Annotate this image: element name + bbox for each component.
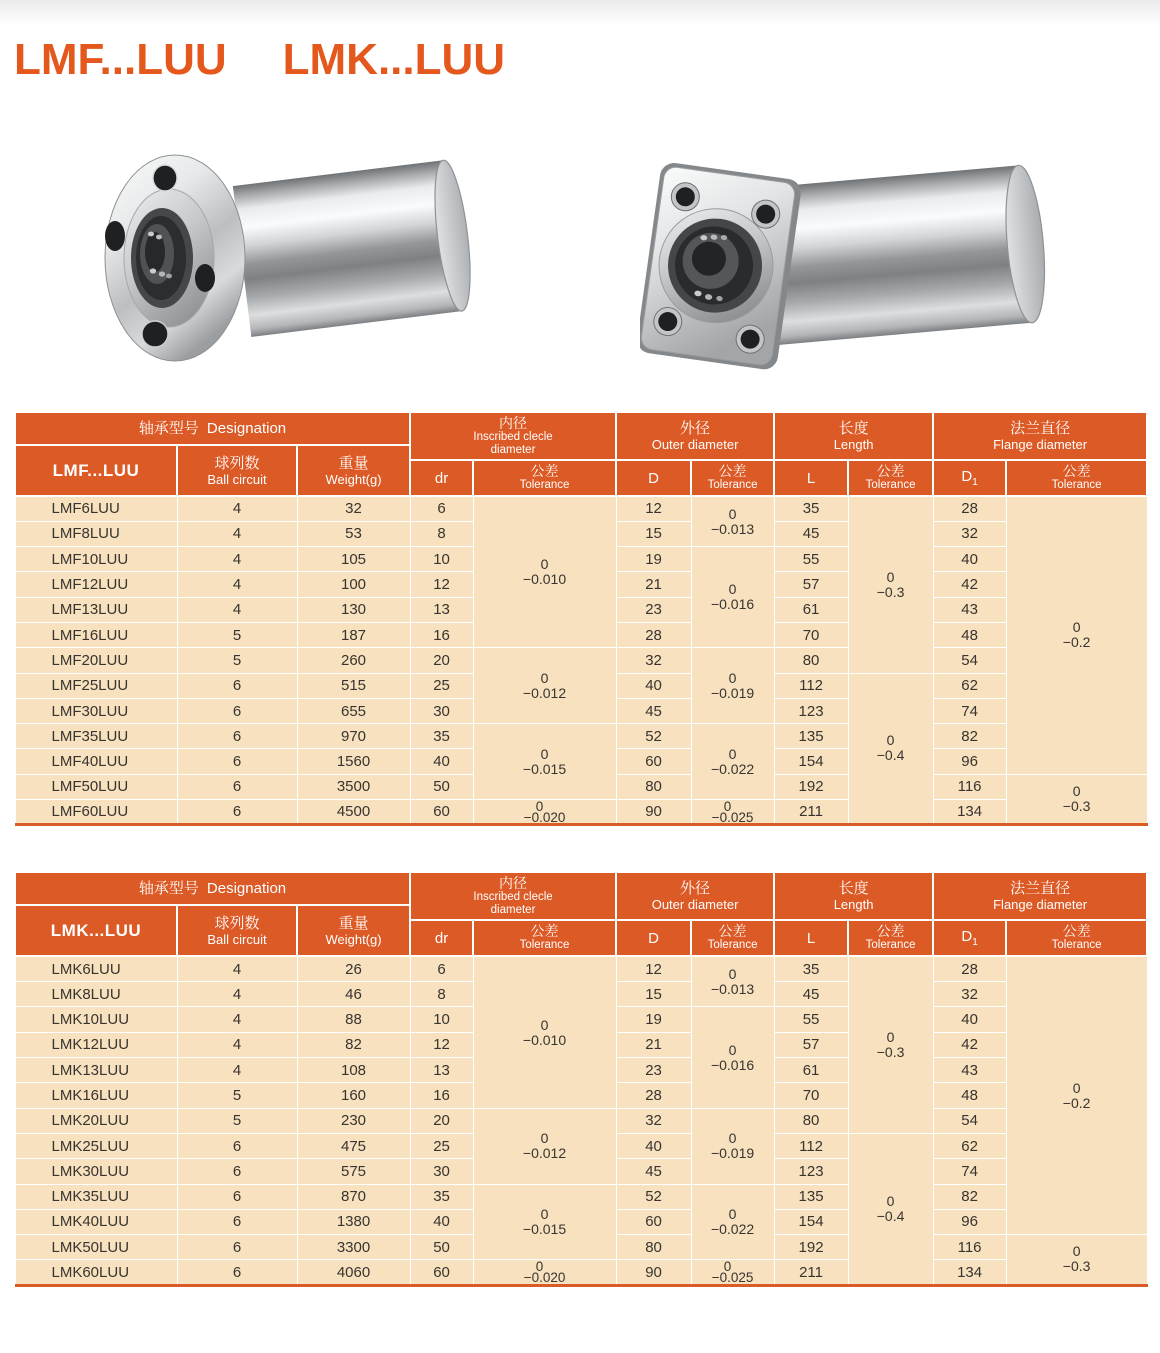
length-cell: 80	[774, 1108, 848, 1133]
weight-cell: 515	[297, 673, 410, 698]
series-label: LMK...LUU	[15, 905, 177, 956]
model-cell: LMF16LUU	[15, 622, 177, 647]
outer-diameter-cell: 32	[616, 1108, 691, 1133]
dr-cell: 50	[410, 774, 473, 799]
dr-tolerance-cell: 0 −0.020	[473, 1260, 616, 1285]
weight-cell: 870	[297, 1184, 410, 1209]
model-cell: LMF20LUU	[15, 648, 177, 673]
flange-diameter-cell: 32	[933, 521, 1006, 546]
outer-diameter-cell: 52	[616, 1184, 691, 1209]
outer-diameter-cell: 19	[616, 547, 691, 572]
weight-header: 重量 Weight(g)	[297, 445, 410, 496]
ball-circuit-cell: 4	[177, 982, 297, 1007]
table-row	[15, 648, 1147, 673]
flange-diameter-cell: 28	[933, 496, 1006, 521]
product-images	[0, 138, 1160, 378]
d-tolerance-cell: 0 −0.025	[691, 1260, 774, 1285]
ball-circuit-header: 球列数 Ball circuit	[177, 445, 297, 496]
ball-circuit-cell: 6	[177, 1159, 297, 1184]
dr-header: dr	[410, 460, 473, 496]
l-tolerance-header: 公差 Tolerance	[848, 920, 933, 956]
page-title	[0, 0, 1160, 84]
dr-cell: 60	[410, 800, 473, 825]
model-cell: LMK12LUU	[15, 1032, 177, 1057]
length-cell: 61	[774, 597, 848, 622]
l-tolerance-header: 公差 Tolerance	[848, 460, 933, 496]
series-label: LMF...LUU	[15, 445, 177, 496]
weight-cell: 575	[297, 1159, 410, 1184]
d-header: D	[616, 920, 691, 956]
outer-diameter-cell: 23	[616, 597, 691, 622]
designation-group-header: 轴承型号 Designation	[15, 872, 410, 905]
table-row	[15, 1184, 1147, 1209]
table-row	[15, 724, 1147, 749]
flange-diameter-cell: 32	[933, 982, 1006, 1007]
weight-cell: 82	[297, 1032, 410, 1057]
length-cell: 211	[774, 1260, 848, 1285]
weight-cell: 130	[297, 597, 410, 622]
inner-diameter-group-header: 内径 Inscribed clecle diameter	[410, 412, 616, 460]
model-cell: LMF30LUU	[15, 698, 177, 723]
d-header: D	[616, 460, 691, 496]
d-tolerance-cell: 0 −0.022	[691, 724, 774, 800]
flange-diameter-cell: 116	[933, 1235, 1006, 1260]
outer-diameter-cell: 40	[616, 673, 691, 698]
model-cell: LMF25LUU	[15, 673, 177, 698]
flange-diameter-cell: 54	[933, 1108, 1006, 1133]
d1-tolerance-header: 公差 Tolerance	[1006, 460, 1147, 496]
ball-circuit-cell: 5	[177, 1108, 297, 1133]
outer-diameter-cell: 45	[616, 698, 691, 723]
dr-cell: 13	[410, 597, 473, 622]
flange-diameter-cell: 48	[933, 622, 1006, 647]
ball-circuit-cell: 5	[177, 622, 297, 647]
outer-diameter-cell: 19	[616, 1007, 691, 1032]
outer-diameter-cell: 32	[616, 648, 691, 673]
weight-cell: 100	[297, 572, 410, 597]
d-tolerance-cell: 0 −0.013	[691, 956, 774, 1007]
l-tolerance-cell: 0 −0.3	[848, 956, 933, 1133]
designation-group-header: 轴承型号 Designation	[15, 412, 410, 445]
dr-cell: 20	[410, 1108, 473, 1133]
length-cell: 135	[774, 1184, 848, 1209]
d1-tolerance-header: 公差 Tolerance	[1006, 920, 1147, 956]
d1-header: $D_1$	[933, 920, 1006, 956]
flange-diameter-cell: 43	[933, 1058, 1006, 1083]
length-cell: 211	[774, 800, 848, 825]
dr-cell: 35	[410, 1184, 473, 1209]
dr-cell: 16	[410, 1083, 473, 1108]
ball-circuit-cell: 6	[177, 724, 297, 749]
weight-cell: 26	[297, 956, 410, 981]
weight-cell: 160	[297, 1083, 410, 1108]
lmf-spec-table	[14, 411, 1148, 826]
length-cell: 123	[774, 1159, 848, 1184]
outer-diameter-group-header: 外径 Outer diameter	[616, 412, 774, 460]
dr-cell: 6	[410, 956, 473, 981]
d1-tolerance-cell: 0 −0.3	[1006, 774, 1147, 825]
outer-diameter-cell: 80	[616, 1235, 691, 1260]
inner-diameter-group-header: 内径 Inscribed clecle diameter	[410, 872, 616, 920]
outer-diameter-cell: 28	[616, 622, 691, 647]
weight-cell: 230	[297, 1108, 410, 1133]
flange-diameter-cell: 62	[933, 673, 1006, 698]
ball-circuit-cell: 6	[177, 800, 297, 825]
flange-diameter-cell: 116	[933, 774, 1006, 799]
length-group-header: 长度 Length	[774, 412, 933, 460]
ball-circuit-cell: 6	[177, 1184, 297, 1209]
length-cell: 35	[774, 496, 848, 521]
ball-circuit-header: 球列数 Ball circuit	[177, 905, 297, 956]
model-cell: LMF10LUU	[15, 547, 177, 572]
d-tolerance-cell: 0 −0.019	[691, 1108, 774, 1184]
d-tolerance-cell: 0 −0.019	[691, 648, 774, 724]
flange-diameter-cell: 96	[933, 1209, 1006, 1234]
square-flange-bearing-photo	[640, 138, 1080, 378]
flange-diameter-cell: 134	[933, 1260, 1006, 1285]
outer-diameter-cell: 23	[616, 1058, 691, 1083]
d-tolerance-header: 公差 Tolerance	[691, 460, 774, 496]
flange-diameter-cell: 134	[933, 800, 1006, 825]
d-tolerance-cell: 0 −0.016	[691, 1007, 774, 1108]
round-flange-bearing-photo	[95, 138, 525, 378]
outer-diameter-cell: 21	[616, 572, 691, 597]
outer-diameter-cell: 15	[616, 982, 691, 1007]
table-row	[15, 496, 1147, 521]
ball-circuit-cell: 5	[177, 648, 297, 673]
weight-header: 重量 Weight(g)	[297, 905, 410, 956]
dr-cell: 12	[410, 1032, 473, 1057]
model-cell: LMK60LUU	[15, 1260, 177, 1285]
weight-cell: 88	[297, 1007, 410, 1032]
ball-circuit-cell: 5	[177, 1083, 297, 1108]
weight-cell: 970	[297, 724, 410, 749]
flange-diameter-cell: 74	[933, 1159, 1006, 1184]
model-cell: LMK25LUU	[15, 1133, 177, 1158]
ball-circuit-cell: 6	[177, 1209, 297, 1234]
weight-cell: 1560	[297, 749, 410, 774]
flange-diameter-group-header: 法兰直径 Flange diameter	[933, 412, 1147, 460]
d-tolerance-header: 公差 Tolerance	[691, 920, 774, 956]
dr-tolerance-header: 公差 Tolerance	[473, 460, 616, 496]
l-tolerance-cell: 0 −0.3	[848, 496, 933, 673]
weight-cell: 4500	[297, 800, 410, 825]
model-cell: LMK40LUU	[15, 1209, 177, 1234]
model-cell: LMK30LUU	[15, 1159, 177, 1184]
outer-diameter-group-header: 外径 Outer diameter	[616, 872, 774, 920]
outer-diameter-cell: 15	[616, 521, 691, 546]
flange-diameter-cell: 82	[933, 724, 1006, 749]
d-tolerance-cell: 0 −0.016	[691, 547, 774, 648]
flange-diameter-cell: 40	[933, 1007, 1006, 1032]
d1-tolerance-cell: 0 −0.2	[1006, 496, 1147, 774]
d-tolerance-cell: 0 −0.025	[691, 800, 774, 825]
model-cell: LMF40LUU	[15, 749, 177, 774]
l-tolerance-cell: 0 −0.4	[848, 673, 933, 825]
d1-tolerance-cell: 0 −0.2	[1006, 956, 1147, 1234]
weight-cell: 3300	[297, 1235, 410, 1260]
outer-diameter-cell: 90	[616, 1260, 691, 1285]
model-cell: LMF60LUU	[15, 800, 177, 825]
length-cell: 55	[774, 547, 848, 572]
dr-tolerance-cell: 0 −0.020	[473, 800, 616, 825]
flange-diameter-cell: 48	[933, 1083, 1006, 1108]
length-cell: 192	[774, 774, 848, 799]
flange-diameter-cell: 40	[933, 547, 1006, 572]
outer-diameter-cell: 80	[616, 774, 691, 799]
length-cell: 57	[774, 572, 848, 597]
weight-cell: 655	[297, 698, 410, 723]
model-cell: LMK10LUU	[15, 1007, 177, 1032]
weight-cell: 260	[297, 648, 410, 673]
dr-cell: 60	[410, 1260, 473, 1285]
d-tolerance-cell: 0 −0.022	[691, 1184, 774, 1260]
dr-tolerance-cell: 0 −0.012	[473, 648, 616, 724]
dr-cell: 6	[410, 496, 473, 521]
table-row	[15, 800, 1147, 825]
ball-circuit-cell: 4	[177, 547, 297, 572]
ball-circuit-cell: 4	[177, 572, 297, 597]
model-cell: LMK6LUU	[15, 956, 177, 981]
flange-diameter-group-header: 法兰直径 Flange diameter	[933, 872, 1147, 920]
dr-cell: 25	[410, 1133, 473, 1158]
dr-cell: 50	[410, 1235, 473, 1260]
ball-circuit-cell: 6	[177, 1235, 297, 1260]
dr-cell: 12	[410, 572, 473, 597]
flange-diameter-cell: 62	[933, 1133, 1006, 1158]
length-cell: 45	[774, 982, 848, 1007]
outer-diameter-cell: 12	[616, 956, 691, 981]
model-cell: LMK35LUU	[15, 1184, 177, 1209]
length-cell: 55	[774, 1007, 848, 1032]
model-cell: LMF8LUU	[15, 521, 177, 546]
d-tolerance-cell: 0 −0.013	[691, 496, 774, 547]
l-tolerance-cell: 0 −0.4	[848, 1133, 933, 1285]
ball-circuit-cell: 6	[177, 673, 297, 698]
outer-diameter-cell: 12	[616, 496, 691, 521]
length-cell: 112	[774, 673, 848, 698]
length-cell: 57	[774, 1032, 848, 1057]
weight-cell: 53	[297, 521, 410, 546]
model-cell: LMK50LUU	[15, 1235, 177, 1260]
dr-tolerance-cell: 0 −0.012	[473, 1108, 616, 1184]
ball-circuit-cell: 6	[177, 1133, 297, 1158]
outer-diameter-cell: 60	[616, 1209, 691, 1234]
outer-diameter-cell: 60	[616, 749, 691, 774]
length-cell: 70	[774, 1083, 848, 1108]
flange-diameter-cell: 74	[933, 698, 1006, 723]
dr-cell: 40	[410, 1209, 473, 1234]
flange-diameter-cell: 42	[933, 572, 1006, 597]
ball-circuit-cell: 4	[177, 521, 297, 546]
flange-diameter-cell: 28	[933, 956, 1006, 981]
d1-header: $D_1$	[933, 460, 1006, 496]
l-header: L	[774, 460, 848, 496]
flange-diameter-cell: 43	[933, 597, 1006, 622]
ball-circuit-cell: 6	[177, 1260, 297, 1285]
lmk-table-body	[15, 956, 1147, 1285]
length-cell: 45	[774, 521, 848, 546]
page-title-lmk: LMK...LUU	[282, 35, 506, 84]
outer-diameter-cell: 28	[616, 1083, 691, 1108]
model-cell: LMF12LUU	[15, 572, 177, 597]
dr-cell: 13	[410, 1058, 473, 1083]
model-cell: LMK16LUU	[15, 1083, 177, 1108]
lmf-table-body	[15, 496, 1147, 825]
flange-diameter-cell: 96	[933, 749, 1006, 774]
dr-cell: 30	[410, 1159, 473, 1184]
outer-diameter-cell: 45	[616, 1159, 691, 1184]
length-cell: 123	[774, 698, 848, 723]
dr-cell: 40	[410, 749, 473, 774]
weight-cell: 475	[297, 1133, 410, 1158]
length-cell: 154	[774, 749, 848, 774]
d1-tolerance-cell: 0 −0.3	[1006, 1235, 1147, 1286]
ball-circuit-cell: 4	[177, 1032, 297, 1057]
ball-circuit-cell: 4	[177, 956, 297, 981]
dr-cell: 10	[410, 1007, 473, 1032]
weight-cell: 1380	[297, 1209, 410, 1234]
ball-circuit-cell: 6	[177, 749, 297, 774]
dr-tolerance-cell: 0 −0.015	[473, 1184, 616, 1260]
length-cell: 70	[774, 622, 848, 647]
model-cell: LMF6LUU	[15, 496, 177, 521]
dr-cell: 25	[410, 673, 473, 698]
outer-diameter-cell: 40	[616, 1133, 691, 1158]
weight-cell: 187	[297, 622, 410, 647]
length-cell: 80	[774, 648, 848, 673]
dr-cell: 20	[410, 648, 473, 673]
model-cell: LMK20LUU	[15, 1108, 177, 1133]
dr-cell: 8	[410, 521, 473, 546]
dr-cell: 10	[410, 547, 473, 572]
length-cell: 154	[774, 1209, 848, 1234]
weight-cell: 46	[297, 982, 410, 1007]
dr-cell: 16	[410, 622, 473, 647]
table-row	[15, 956, 1147, 981]
dr-tolerance-cell: 0 −0.010	[473, 496, 616, 648]
length-cell: 35	[774, 956, 848, 981]
ball-circuit-cell: 4	[177, 1007, 297, 1032]
dr-cell: 30	[410, 698, 473, 723]
model-cell: LMF35LUU	[15, 724, 177, 749]
dr-tolerance-header: 公差 Tolerance	[473, 920, 616, 956]
ball-circuit-cell: 6	[177, 698, 297, 723]
ball-circuit-cell: 4	[177, 597, 297, 622]
dr-tolerance-cell: 0 −0.010	[473, 956, 616, 1108]
ball-circuit-cell: 4	[177, 1058, 297, 1083]
flange-diameter-cell: 54	[933, 648, 1006, 673]
flange-diameter-cell: 82	[933, 1184, 1006, 1209]
ball-circuit-cell: 6	[177, 774, 297, 799]
table-row	[15, 1108, 1147, 1133]
length-cell: 112	[774, 1133, 848, 1158]
dr-tolerance-cell: 0 −0.015	[473, 724, 616, 800]
outer-diameter-cell: 52	[616, 724, 691, 749]
flange-diameter-cell: 42	[933, 1032, 1006, 1057]
length-cell: 61	[774, 1058, 848, 1083]
ball-circuit-cell: 4	[177, 496, 297, 521]
model-cell: LMF13LUU	[15, 597, 177, 622]
weight-cell: 32	[297, 496, 410, 521]
dr-cell: 8	[410, 982, 473, 1007]
l-header: L	[774, 920, 848, 956]
model-cell: LMK8LUU	[15, 982, 177, 1007]
page-title-lmf: LMF...LUU	[14, 35, 227, 84]
length-group-header: 长度 Length	[774, 872, 933, 920]
weight-cell: 3500	[297, 774, 410, 799]
model-cell: LMK13LUU	[15, 1058, 177, 1083]
weight-cell: 4060	[297, 1260, 410, 1285]
weight-cell: 108	[297, 1058, 410, 1083]
dr-header: dr	[410, 920, 473, 956]
table-row	[15, 1260, 1147, 1285]
outer-diameter-cell: 21	[616, 1032, 691, 1057]
length-cell: 135	[774, 724, 848, 749]
model-cell: LMF50LUU	[15, 774, 177, 799]
dr-cell: 35	[410, 724, 473, 749]
lmk-spec-table	[14, 871, 1148, 1286]
length-cell: 192	[774, 1235, 848, 1260]
weight-cell: 105	[297, 547, 410, 572]
outer-diameter-cell: 90	[616, 800, 691, 825]
